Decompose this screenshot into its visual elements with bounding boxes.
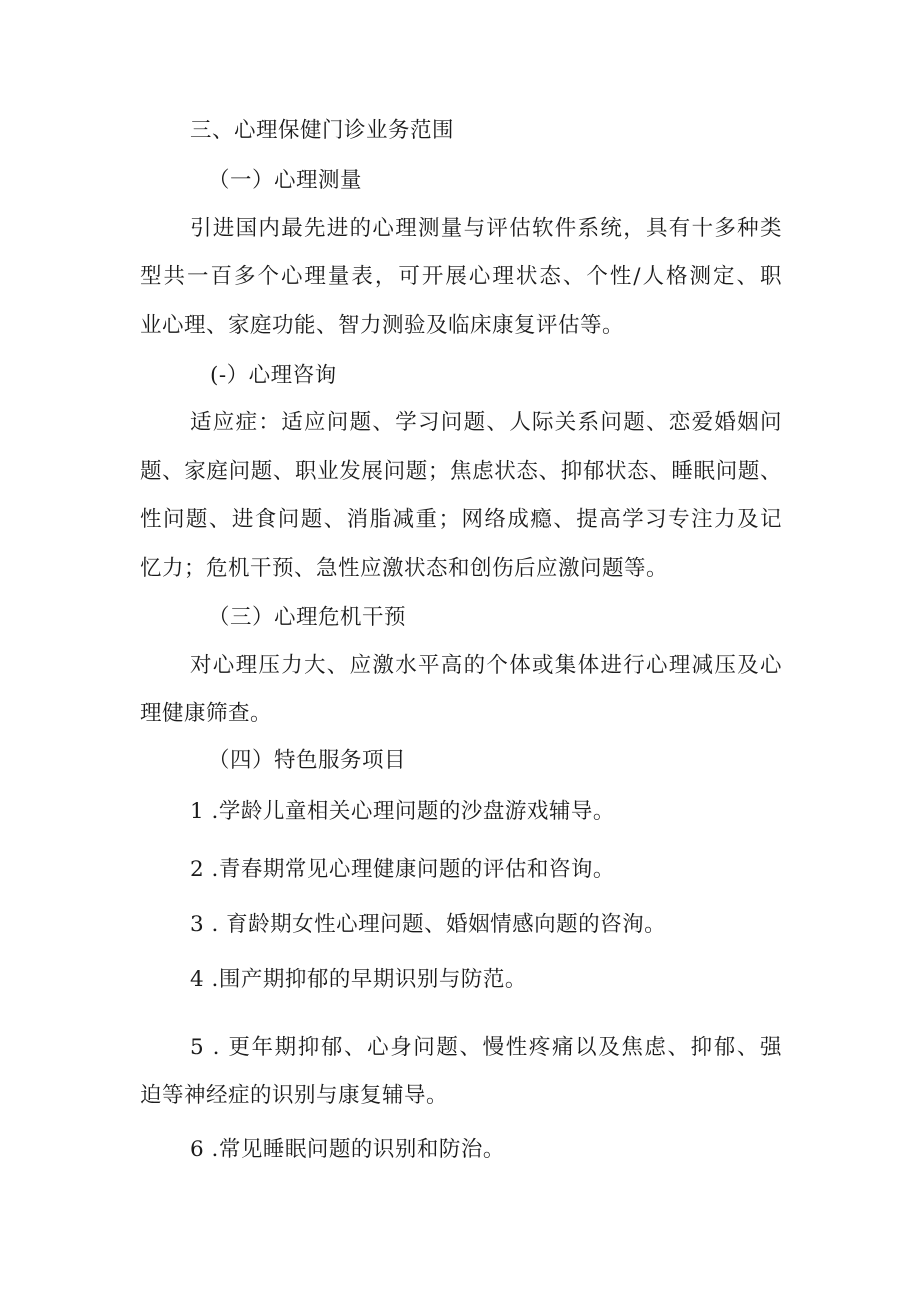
subsection-title-services: （四）特色服务项目 [208,748,407,773]
list-item: 5 . 更年期抑郁、心身问题、慢性疼痛以及焦虑、抑郁、强 [190,1035,782,1060]
subsection-title-measurement: （一）心理测量 [208,168,363,193]
paragraph-line: 忆力；危机干预、急性应激状态和创伤后应激问题等。 [140,556,669,581]
paragraph-line: 对心理压力大、应激水平高的个体或集体进行心理减压及心 [190,653,782,678]
paragraph-line: 适应症：适应问题、学习问题、人际关系问题、恋爱婚姻问 [190,410,782,435]
subsection-title-crisis: （三）心理危机干预 [208,605,407,630]
list-item-continuation: 迫等神经症的识别与康复辅导。 [140,1083,449,1108]
paragraph-line: 性问题、进食问题、消脂减重；网络成瘾、提高学习专注力及记 [140,507,782,532]
paragraph-line: 理健康筛查。 [140,701,273,726]
list-item: 3 . 育龄期女性心理问题、婚姻情感向题的咨洵。 [190,912,667,937]
paragraph-line: 业心理、家庭功能、智力测验及临床康复评估等。 [140,313,625,338]
paragraph-line: 引进国内最先进的心理测量与评估软件系统，具有十多种类 [190,216,782,241]
subsection-title-counseling: (-）心理咨询 [210,363,337,388]
list-item: 4 .围产期抑郁的早期识别与防范。 [190,967,527,992]
paragraph-line: 题、家庭问题、职业发展问题；焦虑状态、抑郁状态、睡眠问题、 [140,459,782,484]
list-item: 1 .学龄儿童相关心理问题的沙盘游戏辅导。 [190,799,615,824]
list-item: 6 .常见睡眠问题的识别和防治。 [190,1137,505,1162]
section-title: 三、心理保健门诊业务范围 [190,118,455,143]
paragraph-line: 型共一百多个心理量表，可开展心理状态、个性/人格测定、职 [140,264,782,289]
list-item: 2 .青春期常见心理健康问题的评估和咨询。 [190,857,615,882]
